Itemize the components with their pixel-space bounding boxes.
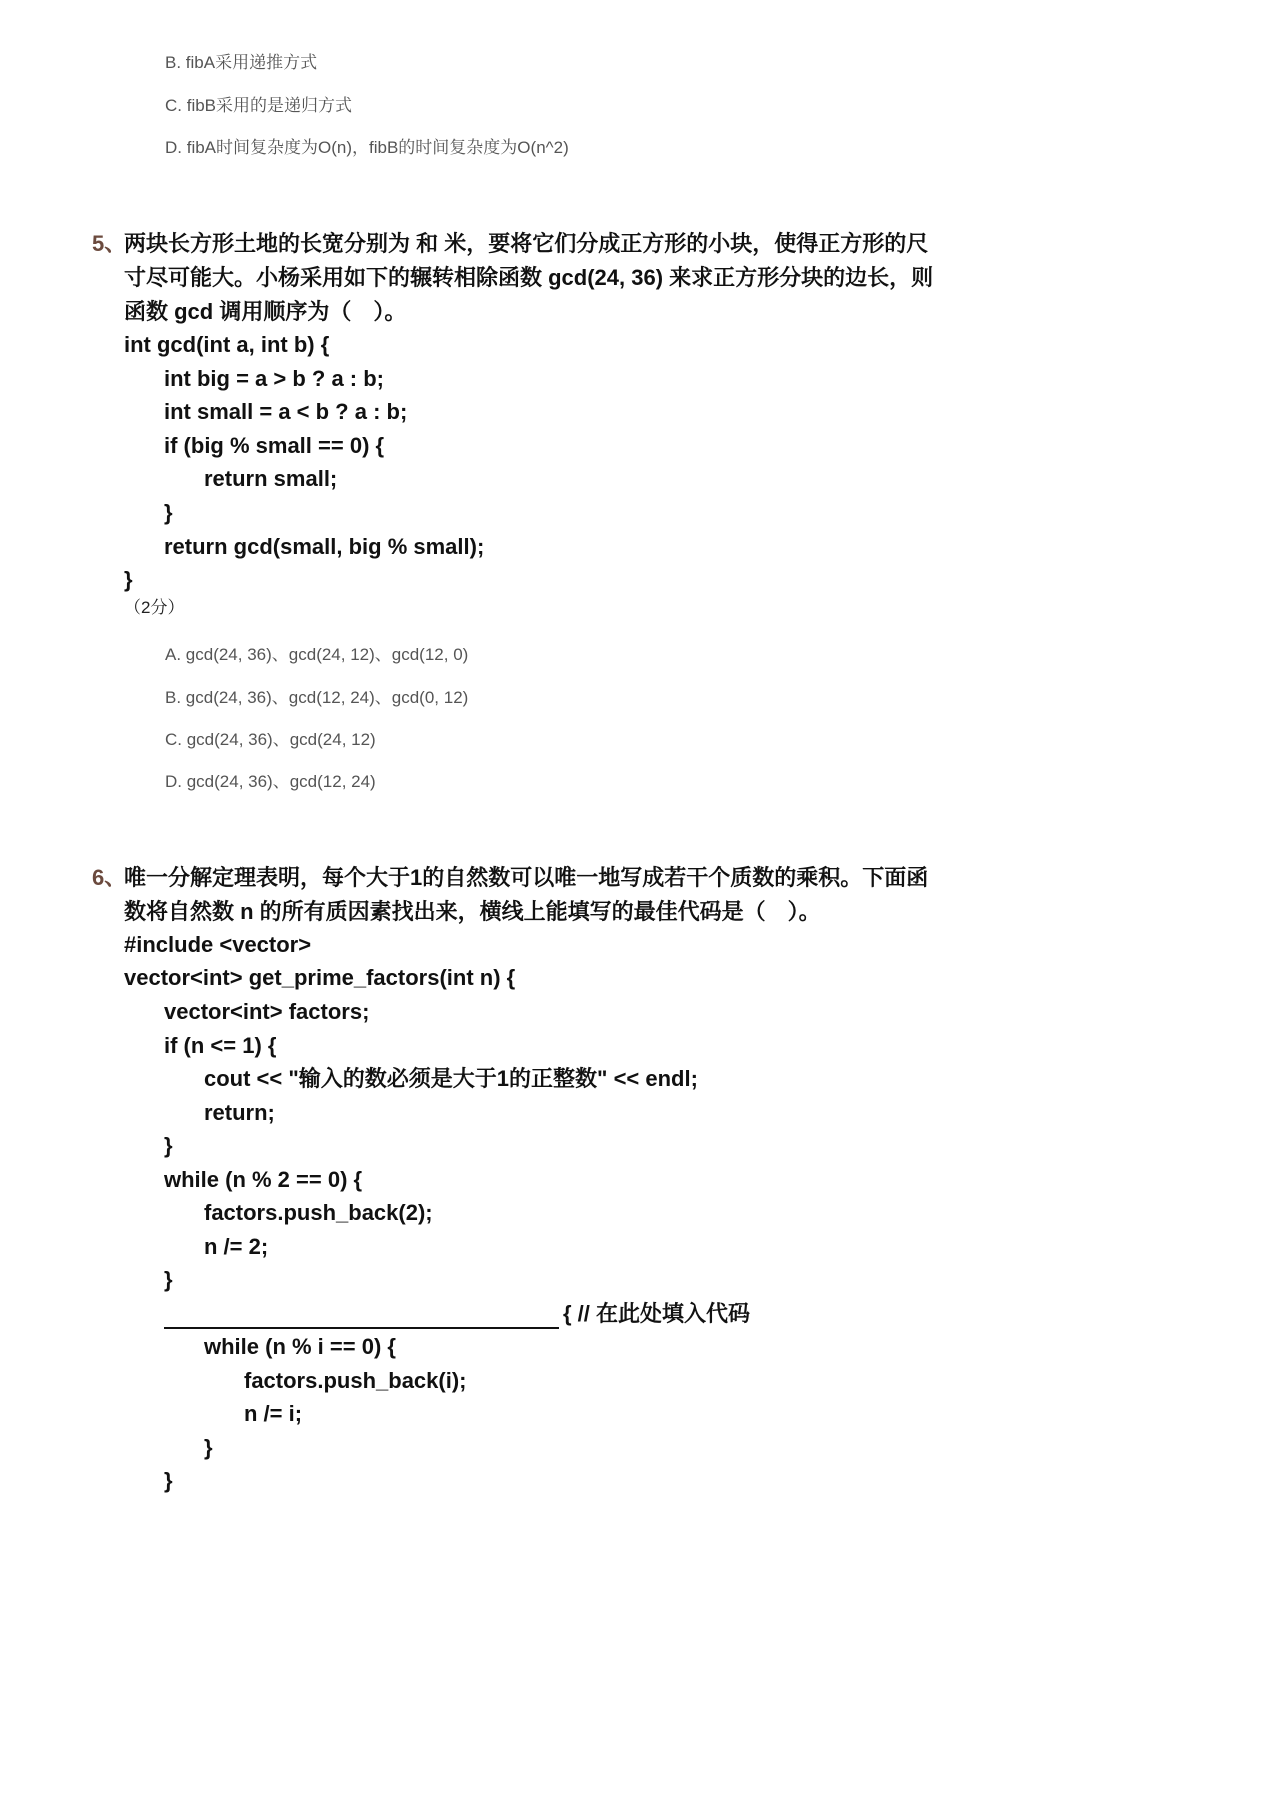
code-line: } [164, 1468, 173, 1493]
code-line: } [124, 567, 133, 592]
code-line: return gcd(small, big % small); [164, 534, 485, 559]
code-line: } [164, 1267, 173, 1292]
question-5-stem-line: 两块长方形土地的长宽分别为 和 米，要将它们分成正方形的小块，使得正方形的尺 [124, 231, 929, 256]
code-line: } [164, 500, 173, 525]
code-line: vector<int> get_prime_factors(int n) { [124, 965, 516, 990]
option-b[interactable]: B. gcd(24, 36)、gcd(12, 24)、gcd(0, 12) [165, 688, 469, 707]
fill-in-line [164, 1299, 750, 1329]
code-line: int gcd(int a, int b) { [124, 332, 330, 357]
option-c[interactable]: C. fibB采用的是递归方式 [165, 96, 353, 115]
option-c[interactable]: C. gcd(24, 36)、gcd(24, 12) [165, 730, 376, 749]
question-5-stem-line: 寸尽可能大。小杨采用如下的辗转相除函数 gcd(24, 36) 来求正方形分块的边长，则 [124, 265, 934, 290]
fill-in-comment: { // 在此处填入代码 [563, 1301, 751, 1326]
option-d[interactable]: D. gcd(24, 36)、gcd(12, 24) [165, 772, 376, 791]
code-line: n /= i; [244, 1401, 303, 1426]
option-a[interactable]: A. gcd(24, 36)、gcd(24, 12)、gcd(12, 0) [165, 645, 469, 664]
code-line: factors.push_back(i); [244, 1368, 467, 1393]
code-line: int small = a < b ? a : b; [164, 399, 408, 424]
answer-blank[interactable] [164, 1307, 559, 1329]
question-6-stem-line: 唯一分解定理表明，每个大于1的自然数可以唯一地写成若干个质数的乘积。下面函 [124, 865, 929, 890]
code-line: return; [204, 1100, 275, 1125]
code-line: if (n <= 1) { [164, 1033, 277, 1058]
code-line: n /= 2; [204, 1234, 269, 1259]
code-line: while (n % i == 0) { [204, 1334, 396, 1359]
question-5-stem-line: 函数 gcd 调用顺序为（ ）。 [124, 299, 407, 324]
code-line: #include <vector> [124, 932, 312, 957]
code-line: while (n % 2 == 0) { [164, 1167, 363, 1192]
code-line: vector<int> factors; [164, 999, 370, 1024]
code-line: factors.push_back(2); [204, 1200, 433, 1225]
code-line: return small; [204, 466, 338, 491]
question-6-number: 6、 [92, 865, 127, 890]
option-d[interactable]: D. fibA时间复杂度为O(n)，fibB的时间复杂度为O(n^2) [165, 138, 569, 157]
question-6-stem-line: 数将自然数 n 的所有质因素找出来，横线上能填写的最佳代码是（ ）。 [124, 899, 821, 924]
code-line: if (big % small == 0) { [164, 433, 385, 458]
code-line: } [204, 1435, 213, 1460]
question-5-score: （2分） [124, 598, 185, 617]
question-5-number: 5、 [92, 231, 127, 256]
code-line: cout << "输入的数必须是大于1的正整数" << endl; [204, 1066, 698, 1091]
code-line: int big = a > b ? a : b; [164, 366, 385, 391]
option-b[interactable]: B. fibA采用递推方式 [165, 53, 318, 72]
code-line: } [164, 1133, 173, 1158]
